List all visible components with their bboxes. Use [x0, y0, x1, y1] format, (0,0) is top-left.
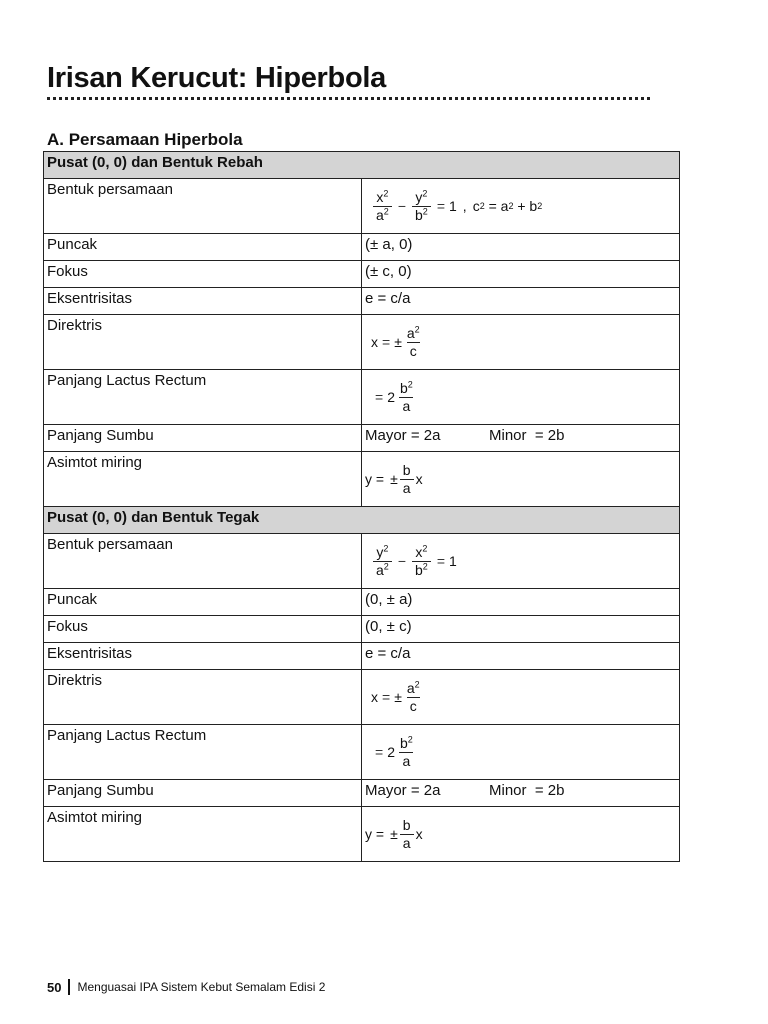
book-title: Menguasai IPA Sistem Kebut Semalam Edisi 2	[77, 980, 326, 994]
value-asymptote	[362, 807, 680, 862]
group-header-label: Pusat (0, 0) dan Bentuk Tegak	[44, 507, 680, 534]
value-equation	[362, 179, 680, 234]
value-directrix	[362, 670, 680, 725]
row-asymptote	[44, 452, 680, 507]
label-axis-length: Panjang Sumbu	[44, 425, 362, 452]
value-eccentricity: e = c/a	[362, 643, 680, 670]
value-asymptote	[362, 452, 680, 507]
asymptote-formula: y = ± $\frac{b}{a}$ x	[365, 816, 423, 851]
row-axis-length	[44, 780, 680, 807]
page-title: Irisan Kerucut: Hiperbola	[47, 62, 386, 94]
value-vertex: (± a, 0)	[362, 234, 680, 261]
row-directrix	[44, 315, 680, 370]
label-vertex: Puncak	[44, 589, 362, 616]
major-axis-value: Mayor = 2a	[365, 427, 441, 444]
row-equation	[44, 534, 680, 589]
minor-axis-value: Minor = 2b	[489, 427, 565, 444]
asymptote-formula: y = ± $\frac{b}{a}$ x	[365, 461, 423, 496]
title-divider	[47, 97, 650, 100]
page-footer	[47, 979, 325, 995]
label-eccentricity: Eksentrisitas	[44, 288, 362, 315]
row-focus	[44, 261, 680, 288]
value-axis-length	[362, 780, 680, 807]
section-heading: A. Persamaan Hiperbola	[47, 130, 243, 149]
equation-formula: $\frac{y^2}{a^2}$ − $\frac{x^2}{b^2}$ = 1	[365, 545, 457, 578]
row-asymptote	[44, 807, 680, 862]
latus-rectum-formula: = 2 $\frac{b^2}{a}$	[375, 378, 413, 414]
value-axis-length	[362, 425, 680, 452]
label-directrix: Direktris	[44, 670, 362, 725]
major-axis-value: Mayor = 2a	[365, 782, 441, 799]
label-axis-length: Panjang Sumbu	[44, 780, 362, 807]
group-header-tegak	[44, 507, 680, 534]
row-focus	[44, 616, 680, 643]
row-latus-rectum	[44, 370, 680, 425]
label-eccentricity: Eksentrisitas	[44, 643, 362, 670]
row-directrix	[44, 670, 680, 725]
value-eccentricity: e = c/a	[362, 288, 680, 315]
value-latus-rectum	[362, 725, 680, 780]
footer-divider	[68, 979, 70, 995]
label-asymptote: Asimtot miring	[44, 452, 362, 507]
group-header-rebah	[44, 152, 680, 179]
minor-axis-value: Minor = 2b	[489, 782, 565, 799]
label-vertex: Puncak	[44, 234, 362, 261]
label-latus-rectum: Panjang Lactus Rectum	[44, 370, 362, 425]
hyperbola-formula-table	[43, 151, 680, 862]
row-eccentricity	[44, 643, 680, 670]
group-header-label: Pusat (0, 0) dan Bentuk Rebah	[44, 152, 680, 179]
value-equation	[362, 534, 680, 589]
equation-formula: $\frac{x^2}{a^2}$ − $\frac{y^2}{b^2}$ = 1 , c 2 = a 2 + b 2	[365, 190, 542, 223]
label-equation: Bentuk persamaan	[44, 179, 362, 234]
page-number: 50	[47, 979, 62, 995]
row-vertex	[44, 589, 680, 616]
label-directrix: Direktris	[44, 315, 362, 370]
label-latus-rectum: Panjang Lactus Rectum	[44, 725, 362, 780]
row-vertex	[44, 234, 680, 261]
label-equation: Bentuk persamaan	[44, 534, 362, 589]
row-equation	[44, 179, 680, 234]
row-eccentricity	[44, 288, 680, 315]
value-vertex: (0, ± a)	[362, 589, 680, 616]
directrix-formula: x = ± $\frac{a^2}{c}$	[371, 678, 420, 714]
label-asymptote: Asimtot miring	[44, 807, 362, 862]
row-latus-rectum	[44, 725, 680, 780]
label-focus: Fokus	[44, 261, 362, 288]
directrix-formula: x = ± $\frac{a^2}{c}$	[371, 323, 420, 359]
value-latus-rectum	[362, 370, 680, 425]
row-axis-length	[44, 425, 680, 452]
value-focus: (± c, 0)	[362, 261, 680, 288]
latus-rectum-formula: = 2 $\frac{b^2}{a}$	[375, 733, 413, 769]
label-focus: Fokus	[44, 616, 362, 643]
value-directrix	[362, 315, 680, 370]
value-focus: (0, ± c)	[362, 616, 680, 643]
